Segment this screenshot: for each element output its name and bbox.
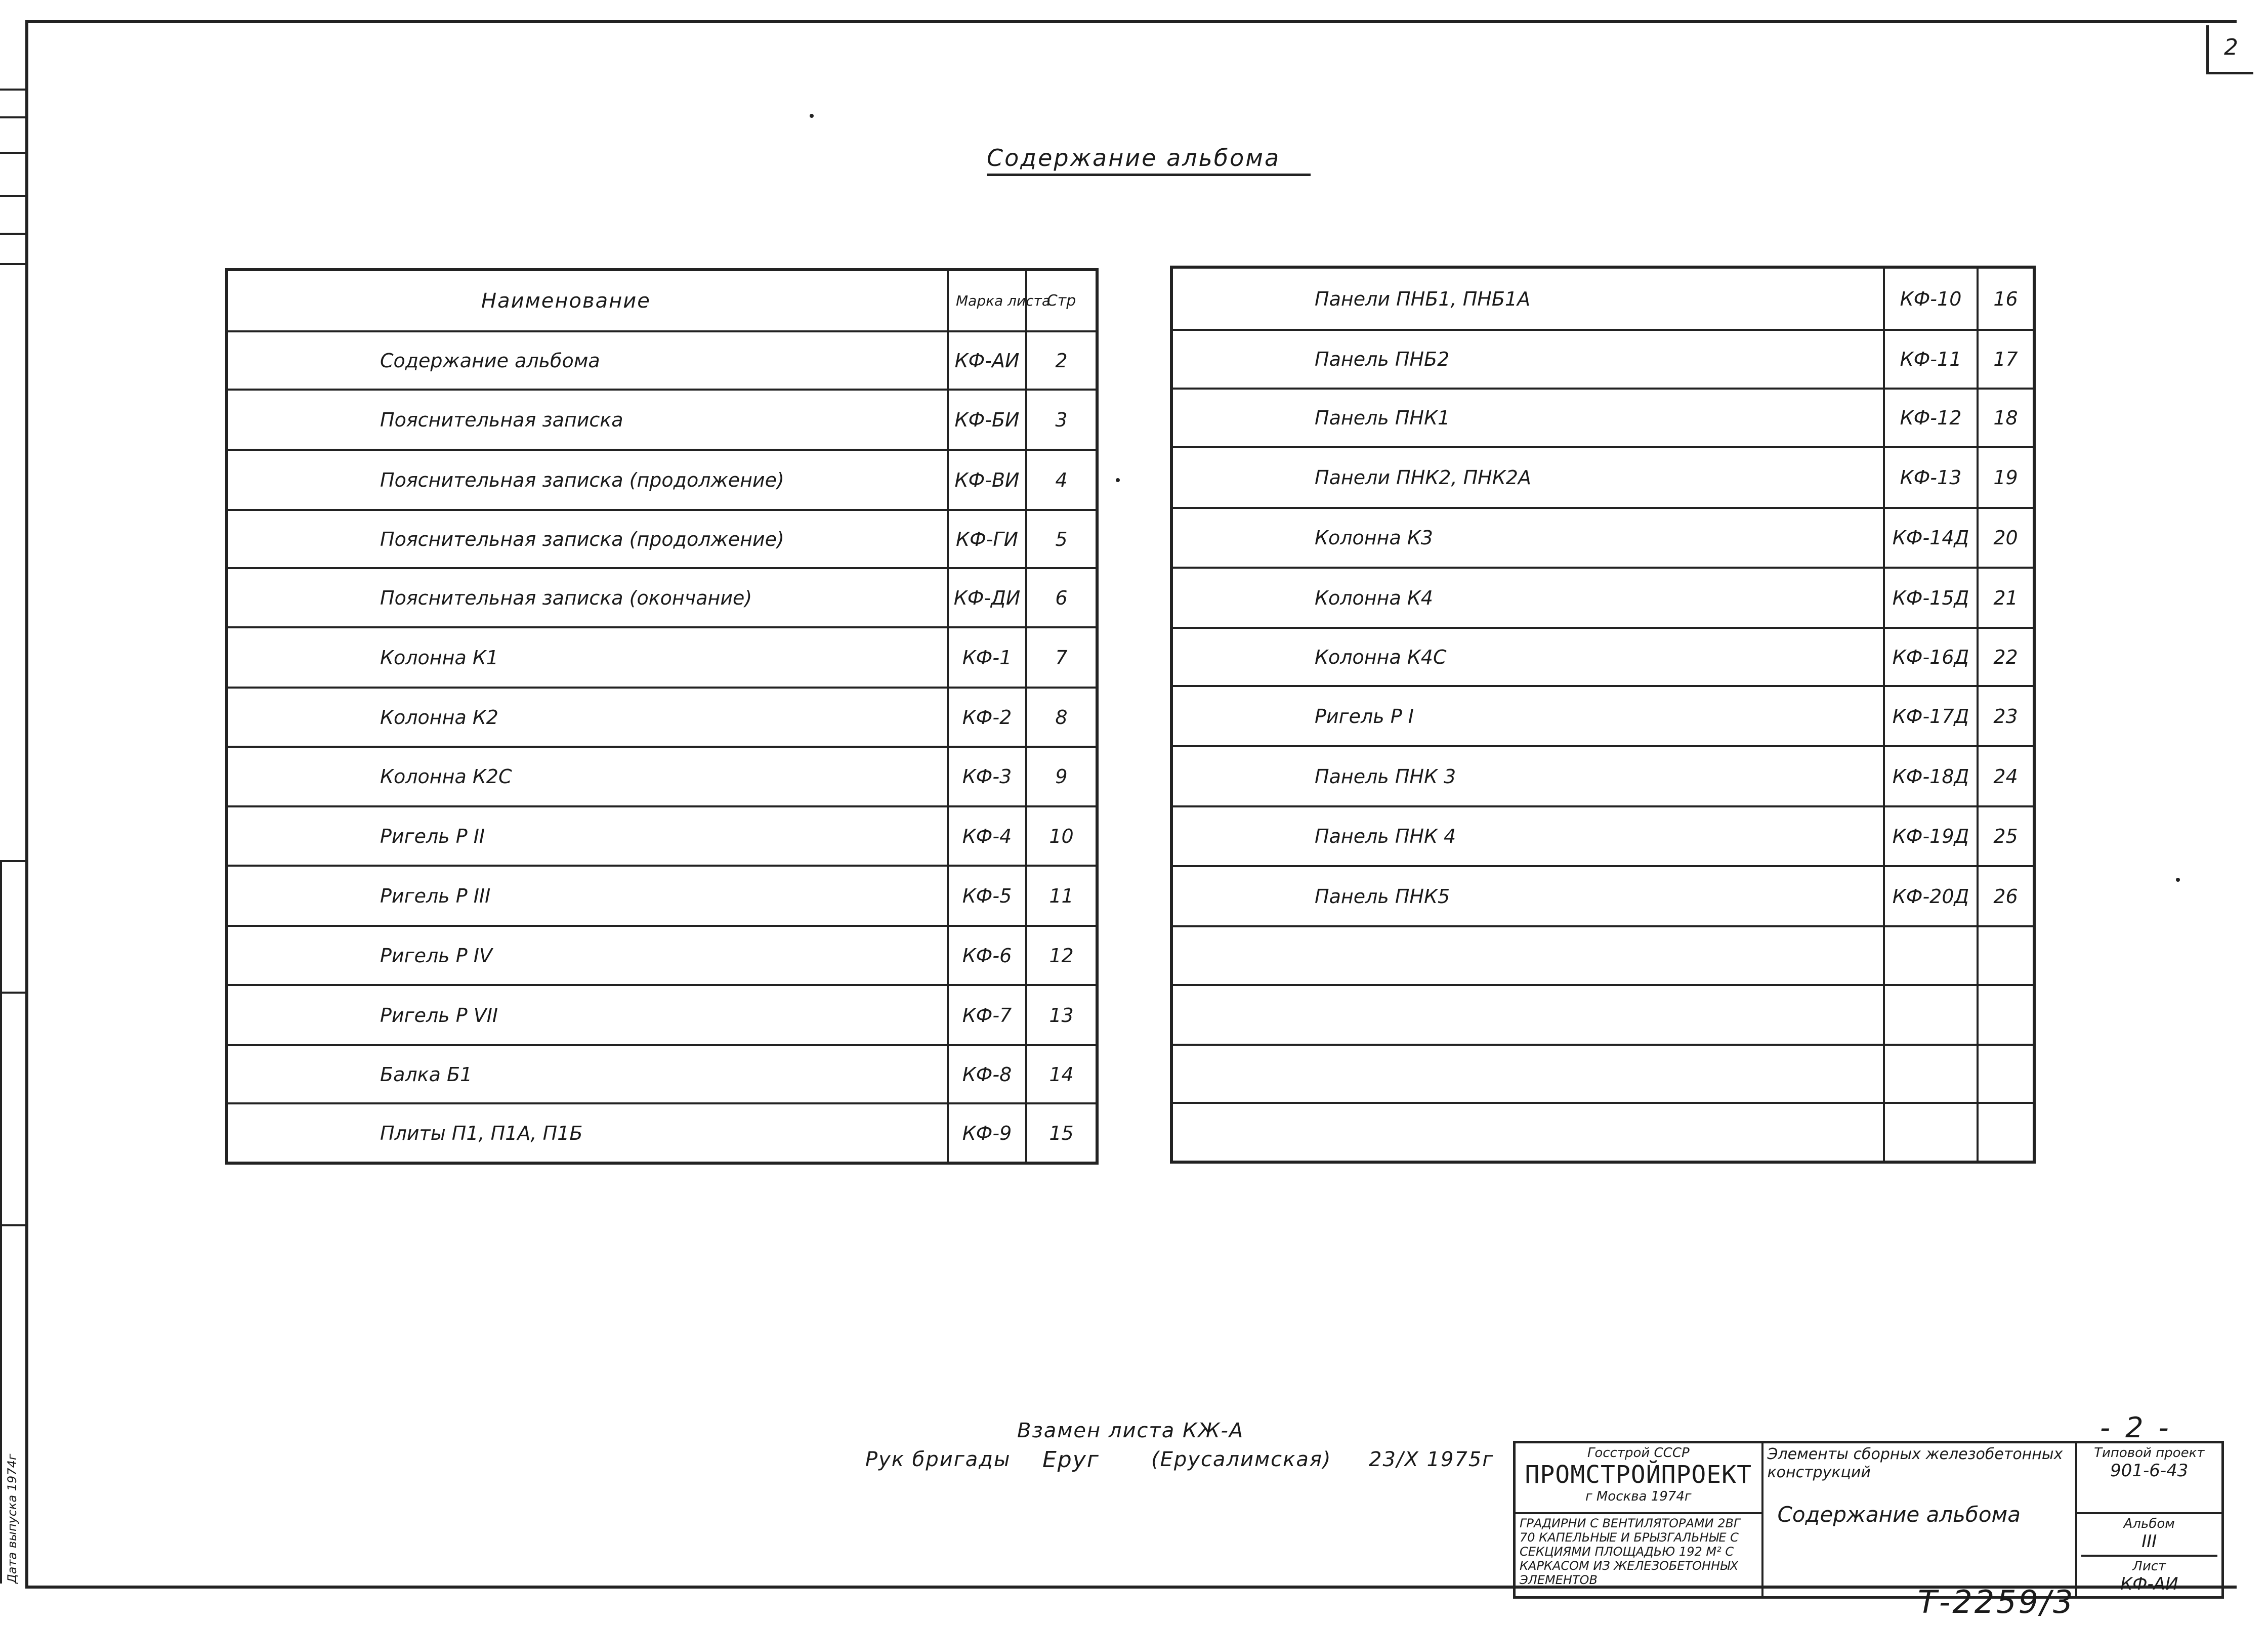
margin-tick (0, 992, 25, 994)
sheet-mark: КФ-19Д (1884, 806, 1978, 866)
sheet-name: Колонна К4 (1171, 568, 1884, 628)
header-name: Наименование (227, 270, 948, 331)
sheet-mark (1884, 985, 1978, 1045)
page-number: 19 (1978, 447, 2034, 508)
stamp-project-cell (2076, 1442, 2223, 1513)
sheet-name: Панель ПНК 3 (1171, 746, 1884, 806)
table-row (227, 568, 1097, 627)
table-row (227, 866, 1097, 926)
sheet-mark (1884, 1045, 1978, 1103)
page-number: 26 (1978, 866, 2034, 926)
sheet-mark: КФ-АИ (948, 331, 1026, 390)
stamp-album-sheet-cell (2076, 1513, 2223, 1598)
frame-top-border (25, 20, 2237, 23)
sheet-mark: КФ-18Д (1884, 746, 1978, 806)
margin-release-date: Дата выпуска 1974г (5, 1453, 19, 1584)
stamp-project-label: Типовой проект (2094, 1445, 2205, 1461)
page-number: 11 (1026, 866, 1097, 926)
sheet-name: Колонна К4С (1171, 628, 1884, 686)
sheet-mark: КФ-12 (1884, 389, 1978, 447)
sheet-mark: КФ-15Д (1884, 568, 1978, 628)
table-row (1171, 447, 2034, 508)
sheet-mark: КФ-9 (948, 1103, 1026, 1163)
sheet-name: Панели ПНБ1, ПНБ1А (1171, 267, 1884, 330)
sheet-name: Ригель Р III (227, 866, 948, 926)
sheet-name: Колонна К1 (227, 627, 948, 688)
stamp-object-cell (1515, 1513, 1762, 1598)
sheet-name: Панели ПНК2, ПНК2А (1171, 447, 1884, 508)
frame-left-border (25, 20, 28, 1589)
sheet-name: Ригель Р II (227, 806, 948, 866)
title-block (1513, 1441, 2224, 1599)
page-number: 9 (1026, 747, 1097, 806)
sheet-name: Панель ПНК 4 (1171, 806, 1884, 866)
table-row (1171, 806, 2034, 866)
table-row (227, 331, 1097, 390)
sheet-name: Пояснительная записка (227, 390, 948, 450)
sheet-mark: КФ-17Д (1884, 686, 1978, 746)
sheet-mark: КФ-2 (948, 688, 1026, 747)
sheet-mark: КФ-1 (948, 627, 1026, 688)
page-number: 25 (1978, 806, 2034, 866)
table-row (1171, 1045, 2034, 1103)
sheet-mark: КФ-16Д (1884, 628, 1978, 686)
sheet-name: Балка Б1 (227, 1045, 948, 1103)
page-number: 12 (1026, 926, 1097, 985)
table-row (227, 510, 1097, 568)
sheet-name (1171, 1103, 1884, 1162)
scan-speck (810, 114, 814, 118)
table-row (227, 390, 1097, 450)
table-row (227, 450, 1097, 510)
table-row (1171, 267, 2034, 330)
table-row (1171, 1103, 2034, 1162)
team-leader-name: (Ерусалимская) (1151, 1448, 1332, 1471)
sheet-name: Колонна К2 (227, 688, 948, 747)
page-number: 22 (1978, 628, 2034, 686)
page-number (1978, 985, 2034, 1045)
page-number: 3 (1026, 390, 1097, 450)
page-number (1978, 1103, 2034, 1162)
sheet-mark: КФ-4 (948, 806, 1026, 866)
table-row (227, 627, 1097, 688)
table-row (1171, 628, 2034, 686)
scan-speck (1116, 478, 1120, 482)
team-leader-label: Рук бригады (865, 1448, 1011, 1471)
page-number: 17 (1978, 330, 2034, 389)
stamp-organization-cell (1515, 1442, 1762, 1513)
sheet-name: Ригель Р VII (227, 985, 948, 1045)
sheet-mark: КФ-7 (948, 985, 1026, 1045)
sheet-mark: КФ-10 (1884, 267, 1978, 330)
note-date: 23/X 1975г (1369, 1448, 1494, 1471)
stamp-elements: Элементы сборных железобетонных конструкций (1767, 1445, 2063, 1481)
sheet-mark: КФ-ДИ (948, 568, 1026, 627)
margin-tick (0, 195, 25, 197)
table-row (1171, 330, 2034, 389)
sheet-name (1171, 1045, 1884, 1103)
sheet-mark: КФ-БИ (948, 390, 1026, 450)
drawing-number: Т-2259/3 (1918, 1584, 2075, 1620)
contents-table-right (1170, 266, 2036, 1164)
table-row (1171, 866, 2034, 926)
sheet-mark: КФ-11 (1884, 330, 1978, 389)
sheet-mark: КФ-14Д (1884, 508, 1978, 568)
table-row (1171, 686, 2034, 746)
sheet-name: Колонна К2С (227, 747, 948, 806)
page-number: 24 (1978, 746, 2034, 806)
sheet-mark: КФ-5 (948, 866, 1026, 926)
stamp-sheet-label: Лист (2081, 1555, 2218, 1574)
page-number: 8 (1026, 688, 1097, 747)
margin-tick (0, 152, 25, 154)
stamp-sheet-title: Содержание альбома (1777, 1502, 2021, 1527)
sheet-mark: КФ-ГИ (948, 510, 1026, 568)
page-number: 16 (1978, 267, 2034, 330)
contents-table-left (225, 268, 1099, 1165)
sheet-name: Панель ПНБ2 (1171, 330, 1884, 389)
sheet-name: Плиты П1, П1А, П1Б (227, 1103, 948, 1163)
page-number: 23 (1978, 686, 2034, 746)
sheet-mark: КФ-20Д (1884, 866, 1978, 926)
sheet-name (1171, 926, 1884, 985)
table-row (227, 1045, 1097, 1103)
page-number: 10 (1026, 806, 1097, 866)
sheet-mark (1884, 926, 1978, 985)
sheet-name: Колонна К3 (1171, 508, 1884, 568)
team-leader-signature: Еруг (1042, 1447, 1100, 1473)
table-row (1171, 508, 2034, 568)
stamp-album-number: III (2141, 1531, 2157, 1552)
stamp-object: ГРАДИРНИ С ВЕНТИЛЯТОРАМИ 2ВГ 70 КАПЕЛЬНЫЕ И БРЫЗГАЛЬНЫЕ С СЕКЦИЯМИ ПЛОЩАДЬЮ 192 М² С КАРКАСОМ ИЗ ЖЕЛЕЗОБЕТОННЫХ ЭЛЕМЕНТОВ (1520, 1516, 1741, 1587)
page-number: 13 (1026, 985, 1097, 1045)
page-number: 6 (1026, 568, 1097, 627)
table-row (227, 747, 1097, 806)
table-row (1171, 985, 2034, 1045)
sheet-number-box: 2 (2206, 25, 2253, 74)
table-row (227, 688, 1097, 747)
margin-tick (0, 89, 25, 91)
sheet-name (1171, 985, 1884, 1045)
table-row (1171, 568, 2034, 628)
table-row (227, 806, 1097, 866)
page-number: 15 (1026, 1103, 1097, 1163)
table-row (227, 926, 1097, 985)
stamp-description-cell (1762, 1442, 2076, 1598)
stamp-org-city: г Москва 1974г (1585, 1489, 1692, 1504)
stamp-org-name: ПРОМСТРОЙПРОЕКТ (1525, 1461, 1752, 1489)
sheet-mark: КФ-3 (948, 747, 1026, 806)
sheet-name: Пояснительная записка (продолжение) (227, 450, 948, 510)
sheet-mark: КФ-ВИ (948, 450, 1026, 510)
sheet-name: Ригель Р IV (227, 926, 948, 985)
stamp-project-number: 901-6-43 (2110, 1461, 2189, 1481)
page-number: 21 (1978, 568, 2034, 628)
header-mark: Марка листа (948, 270, 1026, 331)
sheet-mark: КФ-8 (948, 1045, 1026, 1103)
sheet-name: Панель ПНК1 (1171, 389, 1884, 447)
page-label: - 2 - (2100, 1412, 2172, 1444)
sheet-name: Панель ПНК5 (1171, 866, 1884, 926)
sheet-name: Содержание альбома (227, 331, 948, 390)
table-row (1171, 389, 2034, 447)
page-number: 2 (1026, 331, 1097, 390)
page-number: 4 (1026, 450, 1097, 510)
stamp-sheet-mark: КФ-АИ (2120, 1573, 2178, 1594)
replacement-note: Взамен листа КЖ-А (1017, 1419, 1244, 1442)
page-number: 7 (1026, 627, 1097, 688)
sheet-mark: КФ-13 (1884, 447, 1978, 508)
page-number: 18 (1978, 389, 2034, 447)
stamp-album-label: Альбом (2123, 1516, 2175, 1531)
sheet-name: Пояснительная записка (окончание) (227, 568, 948, 627)
table-row (227, 1103, 1097, 1163)
page-number: 20 (1978, 508, 2034, 568)
stamp-org-top: Госстрой СССР (1587, 1445, 1690, 1461)
page-title: Содержание альбома (987, 144, 1311, 176)
scan-speck (2176, 878, 2180, 882)
table-row (1171, 746, 2034, 806)
margin-tick (0, 860, 25, 862)
sheet-name: Ригель Р I (1171, 686, 1884, 746)
sheet-name: Пояснительная записка (продолжение) (227, 510, 948, 568)
margin-tick (0, 233, 25, 235)
margin-tick (0, 263, 25, 265)
margin-tick (0, 116, 25, 118)
page-number (1978, 1045, 2034, 1103)
page-number: 14 (1026, 1045, 1097, 1103)
page-number (1978, 926, 2034, 985)
margin-tick (0, 1224, 25, 1226)
header-page: Стр (1026, 270, 1097, 331)
sheet-mark (1884, 1103, 1978, 1162)
page-number: 5 (1026, 510, 1097, 568)
sheet-mark: КФ-6 (948, 926, 1026, 985)
table-row (1171, 926, 2034, 985)
table-header-row (227, 270, 1097, 331)
table-row (227, 985, 1097, 1045)
